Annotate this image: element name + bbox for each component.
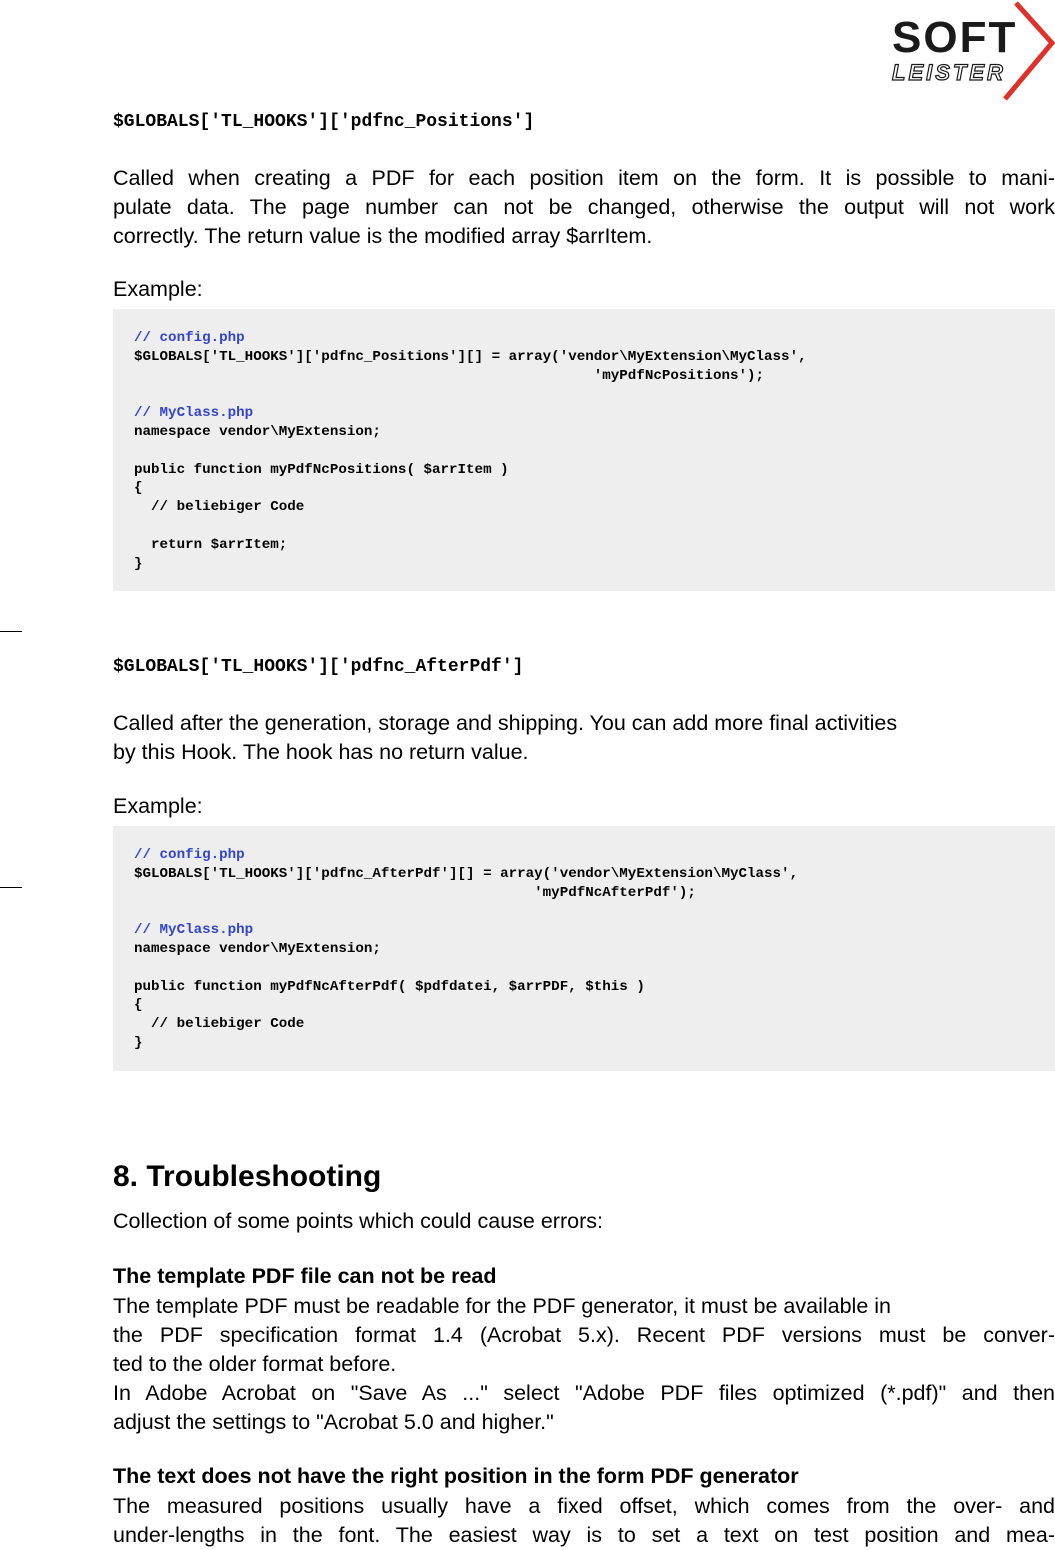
code-block: // config.php $GLOBALS['TL_HOOKS']['pdfnc_AfterPdf'][] = array('vendor\MyExtension\MyClass', 'myPdfNcAfterPdf'); // MyClass.php namespace vendor\MyExtension; public function myPdfNcAfterPdf( $pdfdatei, $arrPDF, $this ) { // beliebiger Code }: [113, 826, 1055, 1071]
section-intro: Collection of some points which could cause errors:: [113, 1209, 603, 1233]
hook-title: $GLOBALS['TL_HOOKS']['pdfnc_Positions']: [113, 112, 535, 132]
logo-line2: LEISTER: [892, 60, 1006, 85]
hook-title: $GLOBALS['TL_HOOKS']['pdfnc_AfterPdf']: [113, 657, 524, 677]
margin-mark: [0, 631, 22, 632]
trouble-item-text: The template PDF must be readable for the PDF generator, it must be available in the PDF specification format 1.4 (Acrobat 5.x). Recent PDF versions must be conver- ted to the older format before. In Adobe Acrobat on "Save As ..." select "Adobe PDF files optimized (*.pdf)" and then adjust the settings to "Acrobat 5.0 and higher.": [113, 1294, 1055, 1434]
logo-line1: SOFT: [892, 13, 1018, 62]
example-label: Example:: [113, 794, 203, 818]
margin-mark: [0, 887, 22, 888]
example-label: Example:: [113, 277, 203, 301]
trouble-item-title: The text does not have the right position in the form PDF generator: [113, 1464, 799, 1488]
code-block: // config.php $GLOBALS['TL_HOOKS']['pdfnc_Positions'][] = array('vendor\MyExtension\MyClass', 'myPdfNcPositions'); // MyClass.php namespace vendor\MyExtension; public function myPdfNcPositions( $arrItem ) { // beliebiger Code return $arrItem; }: [113, 309, 1055, 591]
hook-description: Called when creating a PDF for each position item on the form. It is possible to mani- pulate data. The page number can not be changed, otherwise the output will not work correctly. The return value is the modified array $arrItem.: [113, 166, 1055, 248]
trouble-item-title: The template PDF file can not be read: [113, 1264, 497, 1288]
section-heading: 8. Troubleshooting: [113, 1160, 382, 1193]
softleister-logo: [888, 0, 1055, 104]
trouble-item-text: The measured positions usually have a fixed offset, which comes from the over- and under-lengths in the font. The easiest way is to set a text on test position and mea-: [113, 1494, 1055, 1547]
hook-description: Called after the generation, storage and shipping. You can add more final activities by this Hook. The hook has no return value.: [113, 711, 898, 764]
